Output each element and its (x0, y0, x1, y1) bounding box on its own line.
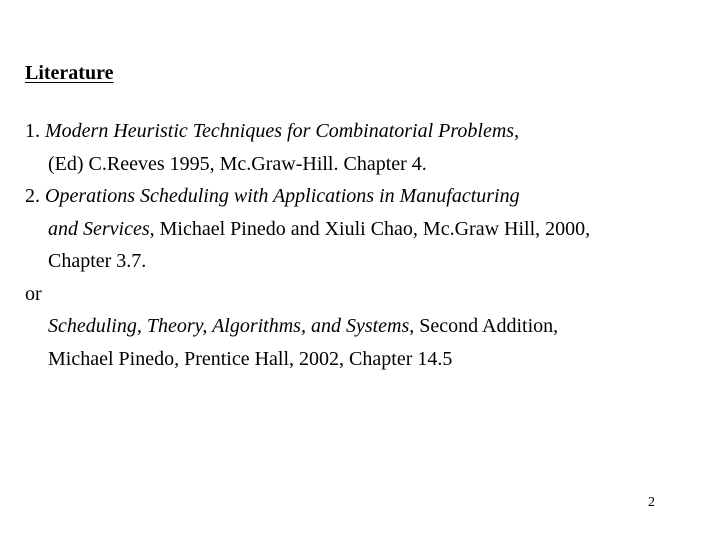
reference-2-line-3 (25, 245, 705, 278)
reference-1-line-1 (25, 115, 705, 148)
reference-2-details-line-2: , Michael Pinedo and Xiuli Chao, Mc.Graw Hill, 2000, (149, 217, 591, 240)
reference-1-line-2 (25, 148, 705, 181)
alternative-details-line-2: Michael Pinedo, Prentice Hall, 2002, Chapter 14.5 (48, 347, 453, 370)
page-number: 2 (648, 495, 655, 510)
alternative-line-2 (25, 343, 705, 376)
reference-2-number: 2. (25, 185, 45, 207)
reference-1-title: Modern Heuristic Techniques for Combinatorial Problems (45, 120, 515, 142)
reference-1-number: 1. (25, 120, 45, 142)
alternative-details-line-1: , Second Addition, (409, 315, 559, 337)
alternative-title: Scheduling, Theory, Algorithms, and Systems (48, 315, 410, 337)
reference-1-title-suffix: , (514, 120, 520, 142)
reference-2-line-2 (25, 213, 705, 246)
reference-1-details: (Ed) C.Reeves 1995, Mc.Graw-Hill. Chapter 4. (48, 152, 427, 175)
reference-list (25, 115, 705, 375)
reference-2-title-line-1: Operations Scheduling with Applications in Manufacturing (45, 185, 520, 207)
reference-2-line-1 (25, 180, 705, 213)
reference-2-details-line-3: Chapter 3.7. (48, 250, 147, 272)
slide-title: Literature (25, 62, 114, 84)
alternative-line-1 (25, 310, 705, 343)
separator-or (25, 278, 705, 311)
reference-2-title-line-2: and Services (48, 217, 150, 240)
separator-text: or (25, 282, 42, 305)
